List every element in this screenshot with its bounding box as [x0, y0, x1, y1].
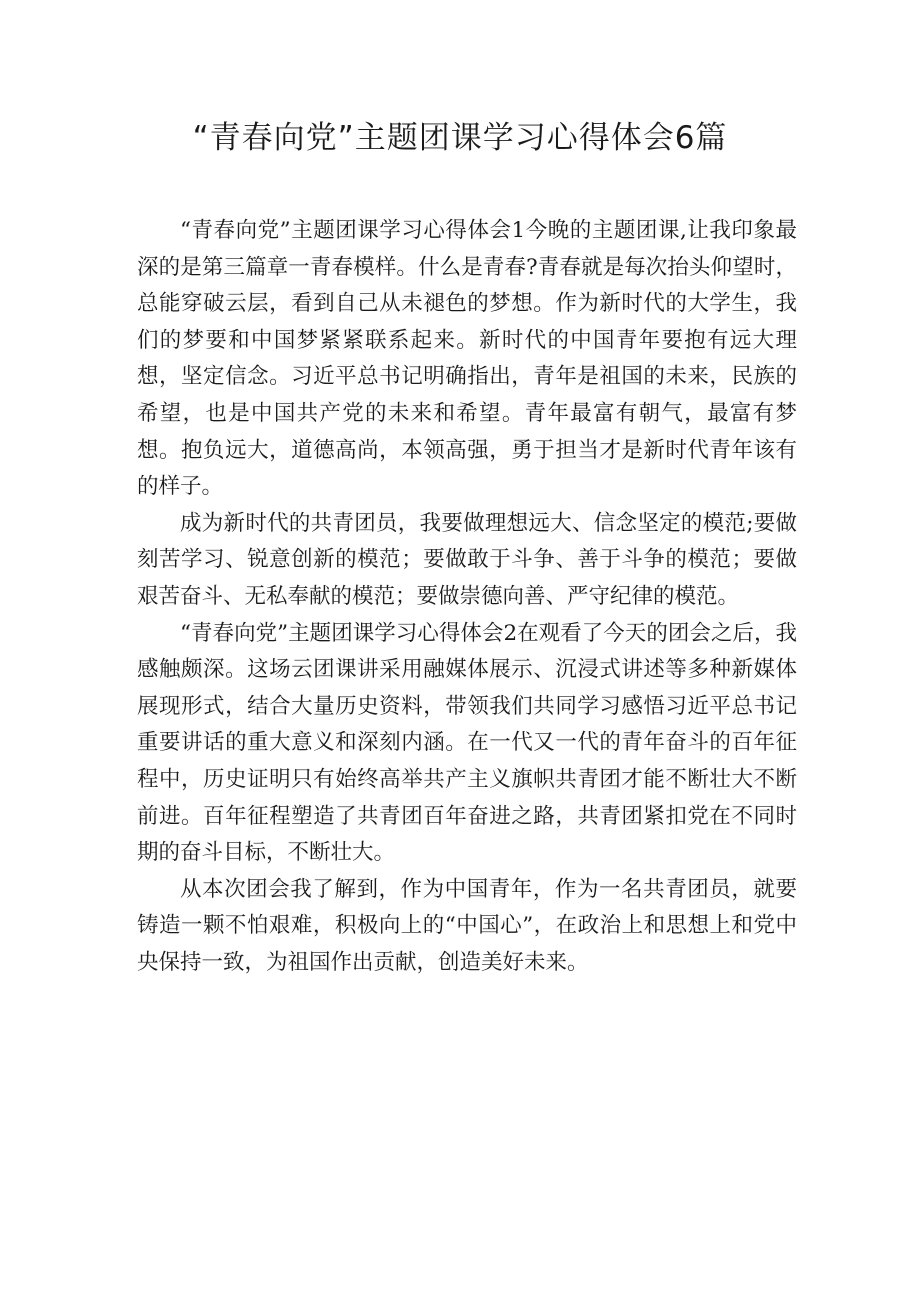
paragraph: “青春向党”主题团课学习心得体会2在观看了今天的团会之后，我感触颇深。这场云团课讲采用融媒体展示、沉浸式讲述等多种新媒体展现形式，结合大量历史资料，带领我们共同学习感悟习近平总书记重要讲话的重大意义和深刻内涵。在一代又一代的青年奋斗的百年征程中，历史证明只有始终高举共产主义旗帜共青团才能不断壮大不断前进。百年征程塑造了共青团百年奋进之路，共青团紧扣党在不同时期的奋斗目标，不断壮大。 [137, 620, 797, 866]
paragraph: “青春向党”主题团课学习心得体会1今晚的主题团课,让我印象最深的是第三篇章一青春模样。什么是青春?青春就是每次抬头仰望时，总能穿破云层，看到自己从未褪色的梦想。作为新时代的大学生，我们的梦要和中国梦紧紧联系起来。新时代的中国青年要抱有远大理想，坚定信念。习近平总书记明确指出，青年是祖国的未来，民族的希望，也是中国共产党的未来和希望。青年最富有朝气，最富有梦想。抱负远大，道德高尚，本领高强，勇于担当才是新时代青年该有的样子。 [137, 218, 797, 500]
document-title: “青春向党”主题团课学习心得体会6篇 [192, 120, 728, 156]
document-body [137, 213, 797, 981]
paragraph: 成为新时代的共青团员，我要做理想远大、信念坚定的模范;要做刻苦学习、锐意创新的模范；要做敢于斗争、善于斗争的模范；要做艰苦奋斗、无私奉献的模范；要做崇德向善、严守纪律的模范。 [137, 510, 797, 609]
paragraph: 从本次团会我了解到，作为中国青年，作为一名共青团员，就要铸造一颗不怕艰难，积极向上的“中国心”，在政治上和思想上和党中央保持一致，为祖国作出贡献，创造美好未来。 [137, 876, 797, 975]
